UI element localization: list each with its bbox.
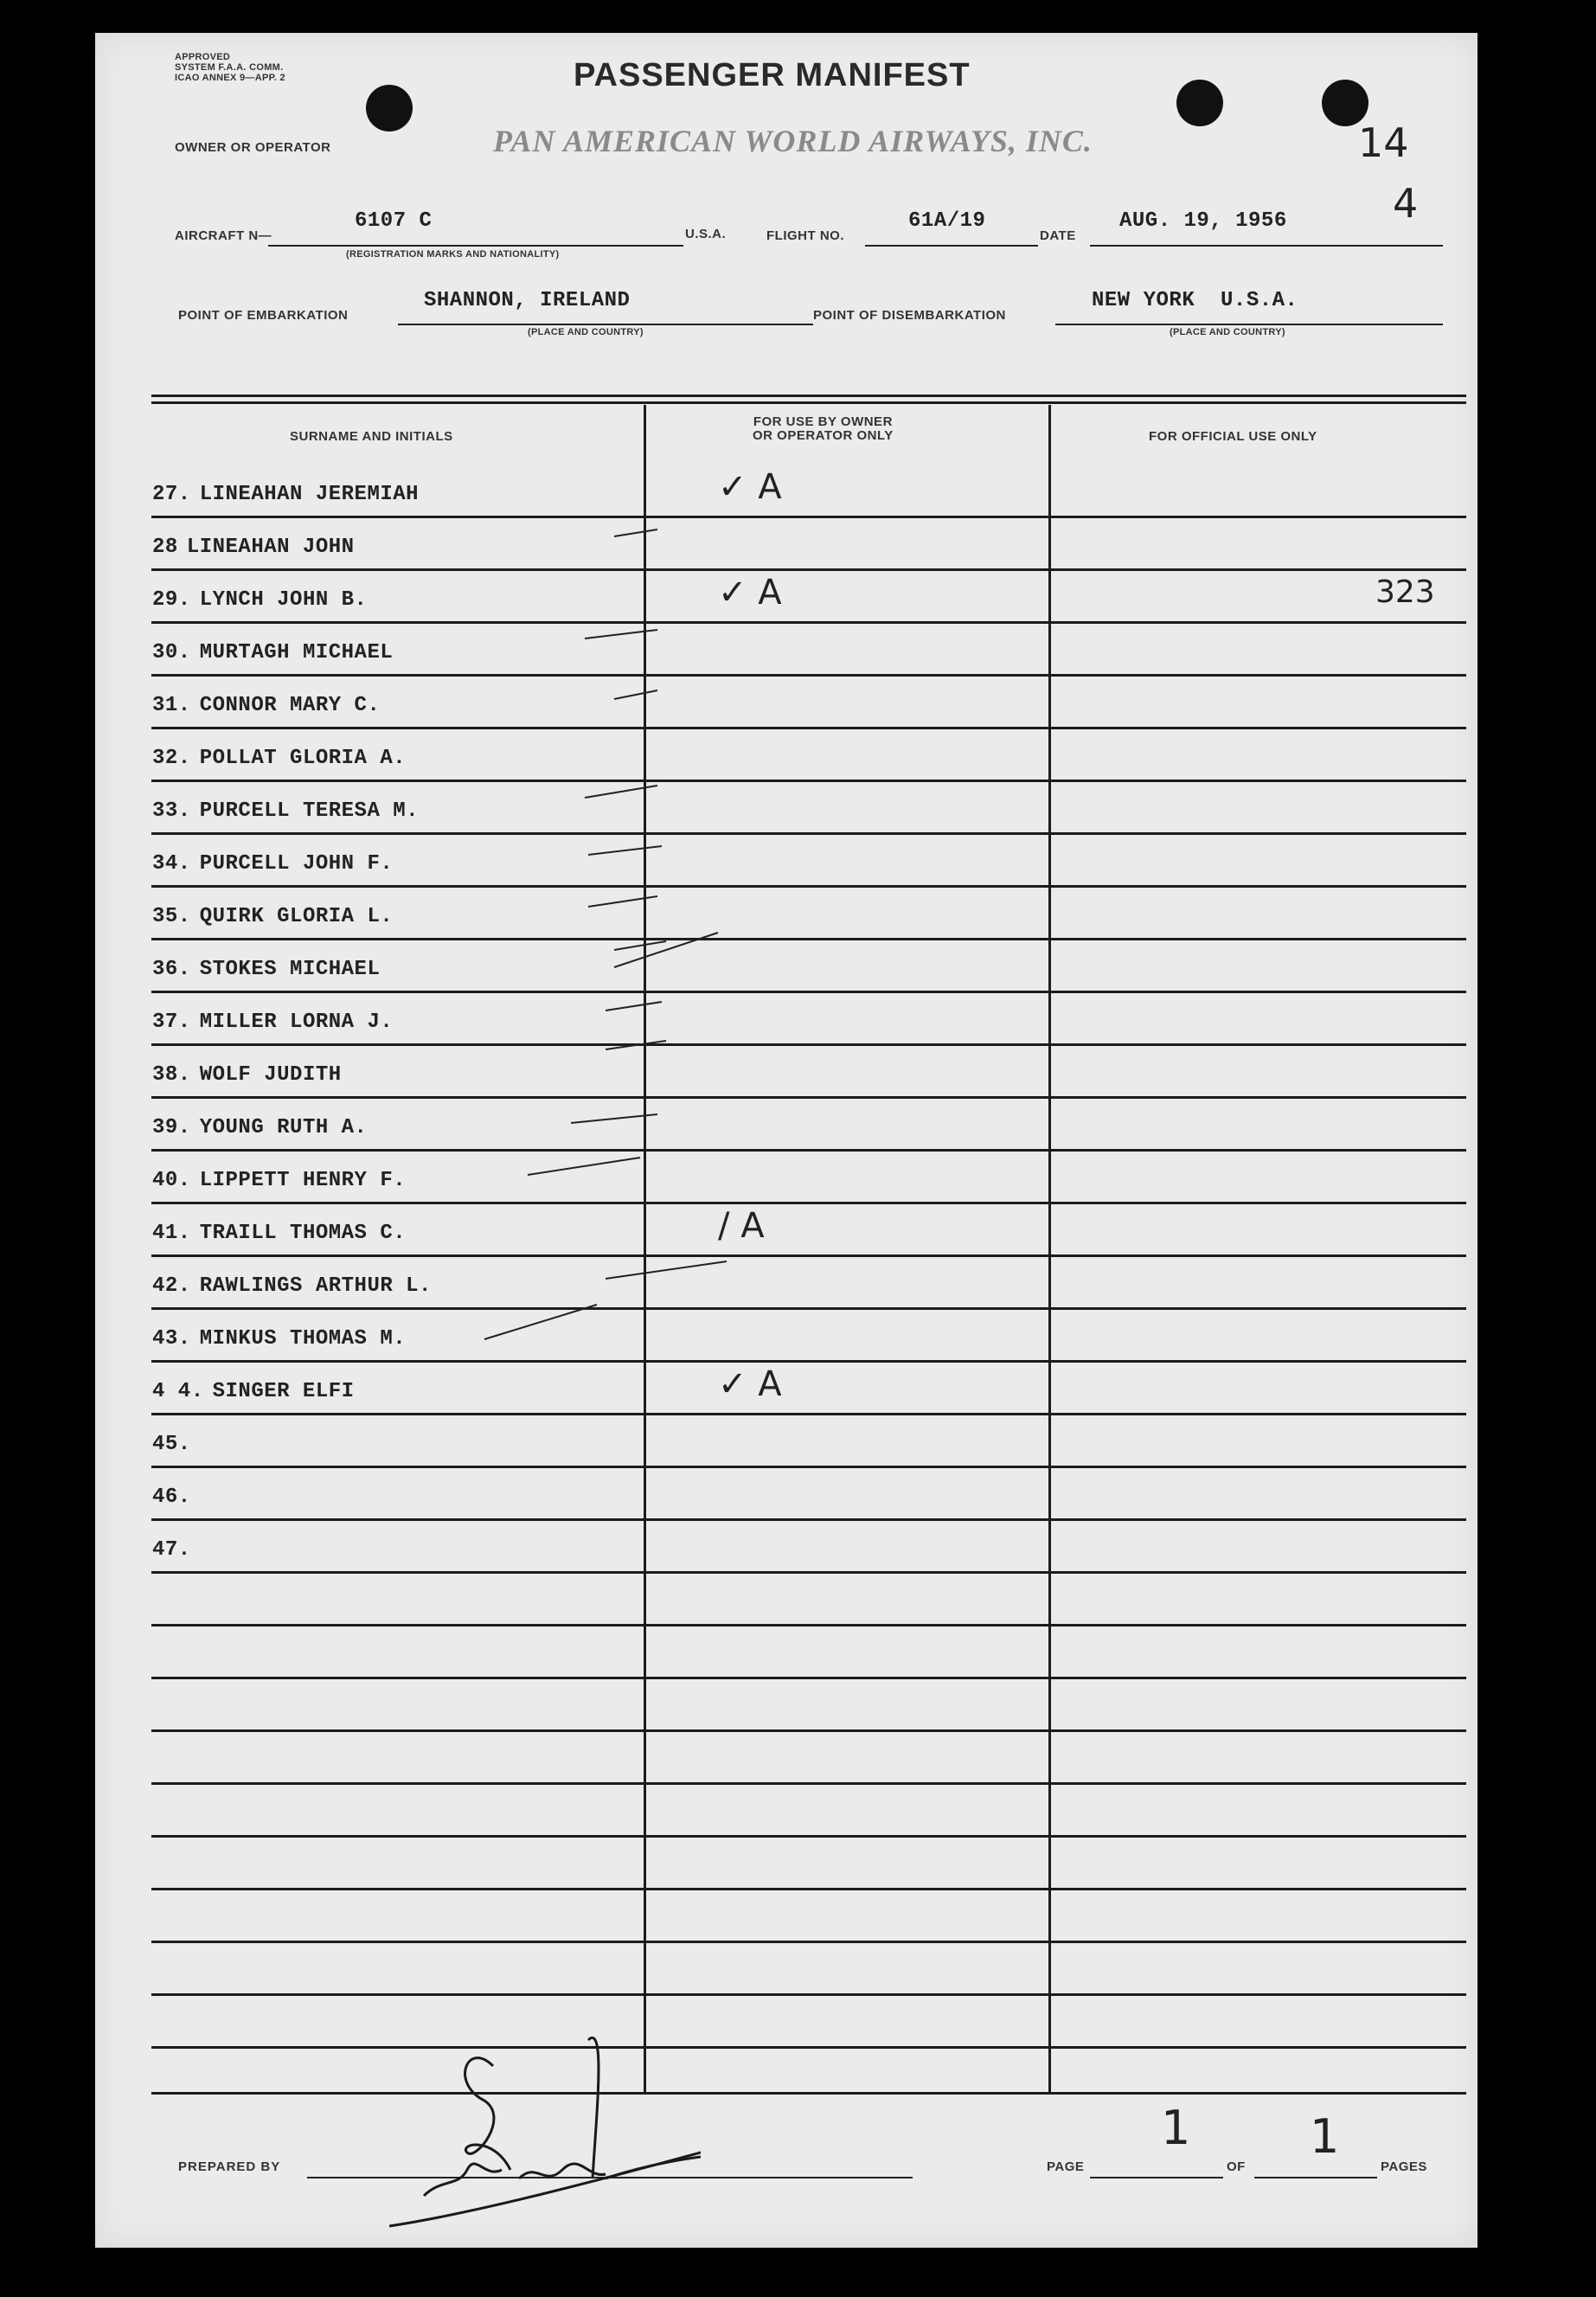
passenger-number: 27. — [152, 483, 191, 506]
column-header-line: OR OPERATOR ONLY — [753, 428, 894, 443]
handwritten-sheet-count: 4 — [1393, 180, 1419, 227]
flight-label: FLIGHT NO. — [766, 228, 844, 243]
passenger-name: STOKES MICHAEL — [199, 958, 381, 981]
date-label: DATE — [1040, 228, 1076, 243]
approval-line: APPROVED — [175, 52, 231, 62]
disembarkation-label: POINT OF DISEMBARKATION — [813, 308, 1006, 323]
owner-label: OWNER OR OPERATOR — [175, 140, 331, 155]
passenger-number: 31. — [152, 694, 191, 717]
passenger-name: CONNOR MARY C. — [199, 694, 381, 717]
passenger-number: 36. — [152, 958, 191, 981]
passenger-number: 39. — [152, 1116, 191, 1139]
passenger-number: 35. — [152, 905, 191, 928]
passenger-number: 43. — [152, 1327, 191, 1351]
owner-check-mark: ✓ A — [718, 467, 782, 507]
table-bottom-rule — [151, 2092, 1466, 2095]
aircraft-label: AIRCRAFT N— — [175, 228, 272, 243]
embarkation-value: SHANNON, IRELAND — [424, 289, 631, 312]
manifest-page — [95, 33, 1477, 2248]
passenger-number: 47. — [152, 1538, 191, 1562]
passenger-name: POLLAT GLORIA A. — [199, 747, 407, 770]
passenger-number: 41. — [152, 1222, 191, 1245]
passenger-name: LINEAHAN JEREMIAH — [199, 483, 420, 506]
passenger-name: MINKUS THOMAS M. — [199, 1327, 407, 1351]
passenger-number: 28 — [152, 536, 178, 559]
handwritten-sheet-number: 14 — [1358, 119, 1409, 166]
passenger-number: 4 4. — [152, 1380, 204, 1403]
passenger-number: 34. — [152, 852, 191, 876]
passenger-name: RAWLINGS ARTHUR L. — [199, 1274, 432, 1298]
passenger-number: 38. — [152, 1063, 191, 1087]
aircraft-sublabel: (REGISTRATION MARKS AND NATIONALITY) — [346, 249, 560, 260]
column-header-line: FOR USE BY OWNER — [753, 414, 893, 429]
approval-line: SYSTEM F.A.A. COMM. — [175, 62, 284, 73]
disembarkation-sublabel: (PLACE AND COUNTRY) — [1170, 327, 1285, 337]
column-header-official: FOR OFFICIAL USE ONLY — [1149, 429, 1317, 444]
passenger-number: 45. — [152, 1433, 191, 1456]
page-title: PASSENGER MANIFEST — [574, 57, 971, 93]
passenger-number: 42. — [152, 1274, 191, 1298]
embarkation-sublabel: (PLACE AND COUNTRY) — [528, 327, 644, 337]
airline-logo: PAN AMERICAN WORLD AIRWAYS, INC. — [493, 124, 1093, 158]
column-header-surname: SURNAME AND INITIALS — [290, 429, 453, 444]
passenger-number: 32. — [152, 747, 191, 770]
passenger-number: 29. — [152, 588, 191, 612]
disembarkation-value: NEW YORK U.S.A. — [1092, 289, 1298, 312]
approval-line: ICAO ANNEX 9—APP. 2 — [175, 73, 285, 83]
embarkation-label: POINT OF EMBARKATION — [178, 308, 349, 323]
aircraft-country: U.S.A. — [685, 227, 727, 241]
page-count: 1 — [1310, 2109, 1340, 2164]
handwritten-dashes — [95, 33, 1477, 2248]
passenger-name: TRAILL THOMAS C. — [199, 1222, 407, 1245]
passenger-number: 33. — [152, 799, 191, 823]
passenger-number: 37. — [152, 1011, 191, 1034]
page-number: 1 — [1161, 2101, 1191, 2155]
passenger-name: LINEAHAN JOHN — [186, 536, 355, 559]
official-use-value: 323 — [1375, 574, 1435, 610]
passenger-name: SINGER ELFI — [212, 1380, 355, 1403]
passenger-number: 40. — [152, 1169, 191, 1192]
passenger-name: WOLF JUDITH — [199, 1063, 342, 1087]
pages-label: PAGES — [1381, 2159, 1427, 2174]
owner-check-mark: / A — [718, 1206, 765, 1246]
passenger-name: QUIRK GLORIA L. — [199, 905, 394, 928]
date-value: AUG. 19, 1956 — [1119, 209, 1287, 233]
passenger-name: YOUNG RUTH A. — [199, 1116, 368, 1139]
passenger-name: MILLER LORNA J. — [199, 1011, 394, 1034]
passenger-name: LIPPETT HENRY F. — [199, 1169, 407, 1192]
passenger-number: 46. — [152, 1485, 191, 1509]
owner-check-mark: ✓ A — [718, 1364, 782, 1404]
of-label: OF — [1227, 2159, 1246, 2174]
passenger-name: PURCELL TERESA M. — [199, 799, 420, 823]
aircraft-value: 6107 C — [355, 209, 433, 233]
owner-check-mark: ✓ A — [718, 573, 782, 613]
signature — [389, 2005, 701, 2230]
prepared-by-label: PREPARED BY — [178, 2159, 281, 2174]
passenger-name: PURCELL JOHN F. — [199, 852, 394, 876]
page-underline — [1090, 2177, 1223, 2178]
passenger-name: MURTAGH MICHAEL — [199, 641, 394, 664]
passenger-number: 30. — [152, 641, 191, 664]
passenger-name: LYNCH JOHN B. — [199, 588, 368, 612]
flight-value: 61A/19 — [908, 209, 986, 233]
page-label: PAGE — [1047, 2159, 1085, 2174]
of-underline — [1254, 2177, 1377, 2178]
